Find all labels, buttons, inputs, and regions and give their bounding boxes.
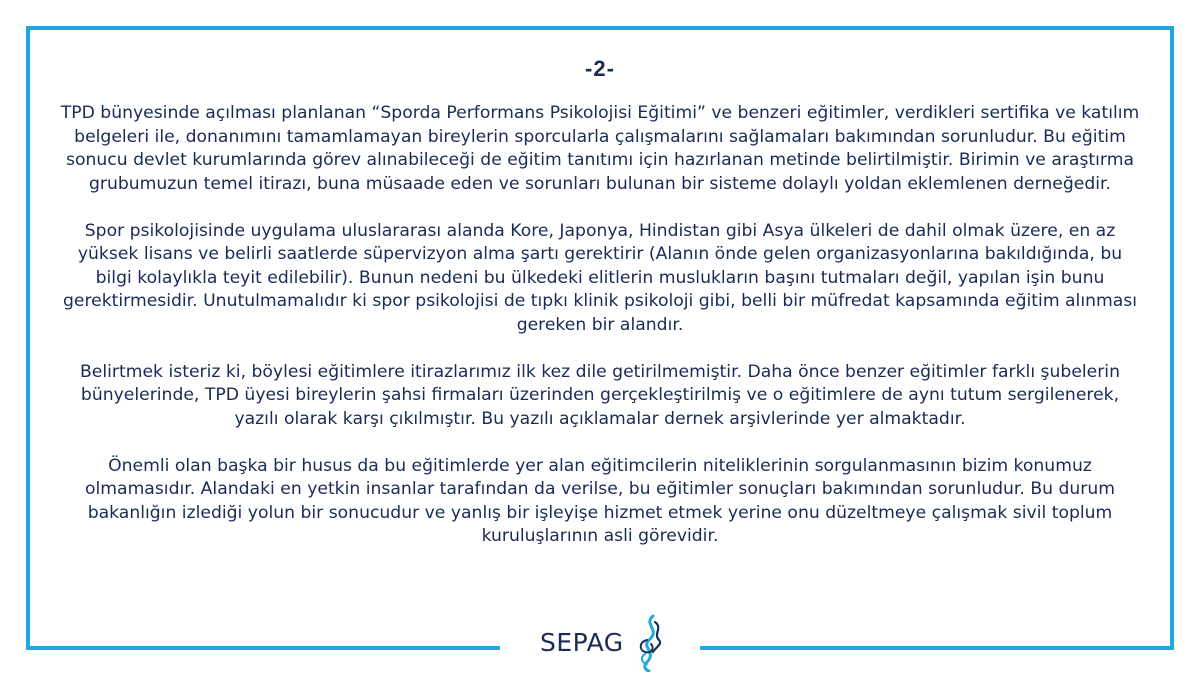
- paragraph-2: Spor psikolojisinde uygulama uluslararası alanda Kore, Japonya, Hindistan gibi Asya ülkeleri de dahil olmak üzere, en az yüksek lisans ve belirli saatlerde süpervizyon alma şartı gerektirir (Alanın önde gelen organizasyonlarına bakıldığında, bu bilgi kolaylıkla teyit edilebilir). Bunun nedeni bu ülkedeki elitlerin muslukların başını tutmaları değil, yapılan işin bunu gerektirmesidir. Unutulmamalıdır ki spor psikolojisi de tıpkı klinik psikoloji gibi, belli bir müfredat kapsamında eğitim alınması gereken bir alandır.: [62, 220, 1138, 335]
- paragraph-4: Önemli olan başka bir husus da bu eğitimlerde yer alan eğitimcilerin niteliklerinin sorgulanmasının bizim konumuz olmamasıdır. Alandaki en yetkin insanlar tarafından da verilse, bu eğitimler sonuçları bakımından sorunludur. Bu durum bakanlığın izlediği yolun bir sonucudur ve yanlış bir işleyişe hizmet etmek yerine onu düzeltmeye çalışmak sivil toplum kuruluşlarının asli görevidir.: [85, 455, 1115, 546]
- page-number: -2-: [585, 56, 615, 81]
- frame-bottom-left-border: [26, 646, 500, 650]
- seahorse-swirl-icon: [633, 614, 667, 672]
- frame-top-border: [26, 26, 1174, 30]
- logo-text: SEPAG: [540, 628, 624, 657]
- sepag-logo: [530, 612, 670, 672]
- paragraph-1: TPD bünyesinde açılması planlanan “Sporda Performans Psikolojisi Eğitimi” ve benzeri eğitimler, verdikleri sertifika ve katılım belgeleri ile, donanımını tamamlamayan bireylerin sporcularla çalışmalarını sağlamaları bakımından sorunludur. Bu eğitim sonucu devlet kurumlarında görev alınabileceği de eğitim tanıtımı için hazırlanan metinde belirtilmiştir. Birimin ve araştırma grubumuzun temel itirazı, buna müsaade eden ve sorunları bulunan bir sisteme dolaylı yoldan eklemlenen derneğedir.: [60, 103, 1140, 194]
- body-text: [60, 102, 1140, 572]
- frame-right-border: [1170, 26, 1174, 650]
- frame-bottom-right-border: [700, 646, 1174, 650]
- paragraph-3: Belirtmek isteriz ki, böylesi eğitimlere itirazlarımız ilk kez dile getirilmemiştir. Daha önce benzer eğitimler farklı şubelerin bünyelerinde, TPD üyesi bireylerin şahsi firmaları üzerinden gerçekleştirilmiş ve o eğitimlere de aynı tutum sergilenerek, yazılı olarak karşı çıkılmıştır. Bu yazılı açıklamalar dernek arşivlerinde yer almaktadır.: [80, 361, 1120, 429]
- frame-left-border: [26, 26, 30, 650]
